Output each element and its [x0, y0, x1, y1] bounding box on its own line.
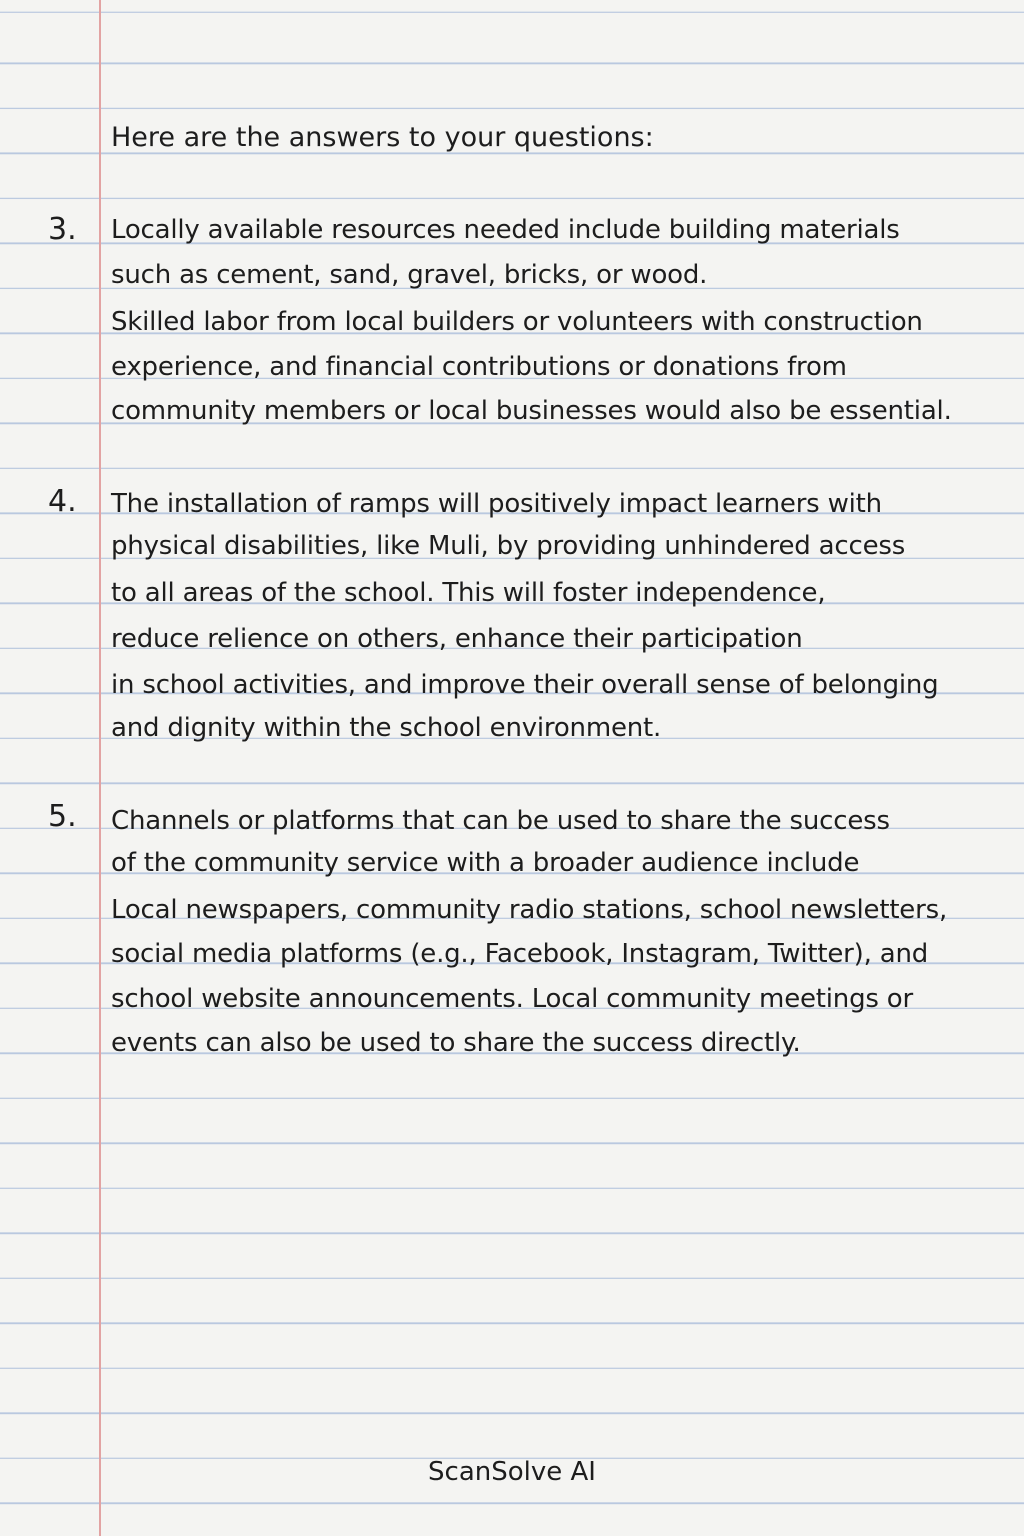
answer-4-line: physical disabilities, like Muli, by providing unhindered access — [111, 531, 906, 561]
answer-5-line: school website announcements. Local community meetings or — [111, 984, 913, 1014]
answer-3-line: such as cement, sand, gravel, bricks, or wood. — [111, 260, 708, 290]
answer-3-line: community members or local businesses would also be essential. — [111, 396, 952, 426]
answer-3-line: Locally available resources needed include building materials — [111, 215, 900, 245]
answer-3-line: experience, and financial contributions or donations from — [111, 352, 847, 382]
answer-3-line: Skilled labor from local builders or volunteers with construction — [111, 307, 923, 337]
answer-5-line: events can also be used to share the success directly. — [111, 1028, 801, 1058]
answer-4-line: The installation of ramps will positively impact learners with — [111, 489, 882, 519]
answer-4-line: to all areas of the school. This will foster independence, — [111, 578, 826, 608]
answer-4-line: and dignity within the school environment. — [111, 713, 662, 743]
answer-4-line: in school activities, and improve their overall sense of belonging — [111, 670, 939, 700]
answer-number-4: 4. — [48, 484, 77, 519]
answer-5-line: Local newspapers, community radio stations, school newsletters, — [111, 895, 948, 925]
answer-number-3: 3. — [48, 212, 77, 247]
page-heading: Here are the answers to your questions: — [111, 122, 654, 153]
margin-line — [99, 0, 101, 1536]
answer-5-line: Channels or platforms that can be used to share the success — [111, 806, 890, 836]
footer-brand: ScanSolve AI — [428, 1457, 596, 1487]
answer-5-line: social media platforms (e.g., Facebook, Instagram, Twitter), and — [111, 939, 929, 969]
answer-4-line: reduce relience on others, enhance their participation — [111, 624, 803, 654]
answer-number-5: 5. — [48, 799, 77, 834]
answer-5-line: of the community service with a broader audience include — [111, 848, 860, 878]
